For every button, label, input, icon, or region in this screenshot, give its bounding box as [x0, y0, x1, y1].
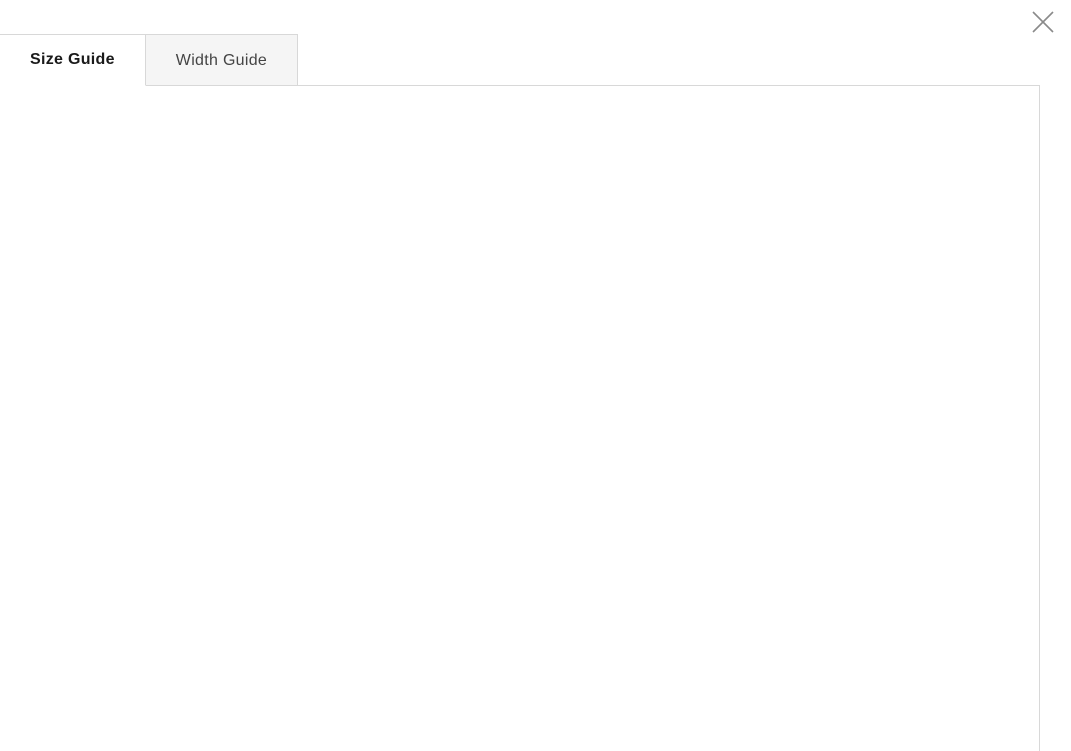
tab-size-guide[interactable] [0, 34, 146, 86]
dialog-panel [0, 85, 1040, 751]
tab-width-guide-label: Width Guide [175, 51, 268, 69]
tab-bar [0, 34, 1040, 86]
tab-size-guide-label: Size Guide [30, 51, 115, 68]
tab-width-guide[interactable] [145, 34, 298, 86]
